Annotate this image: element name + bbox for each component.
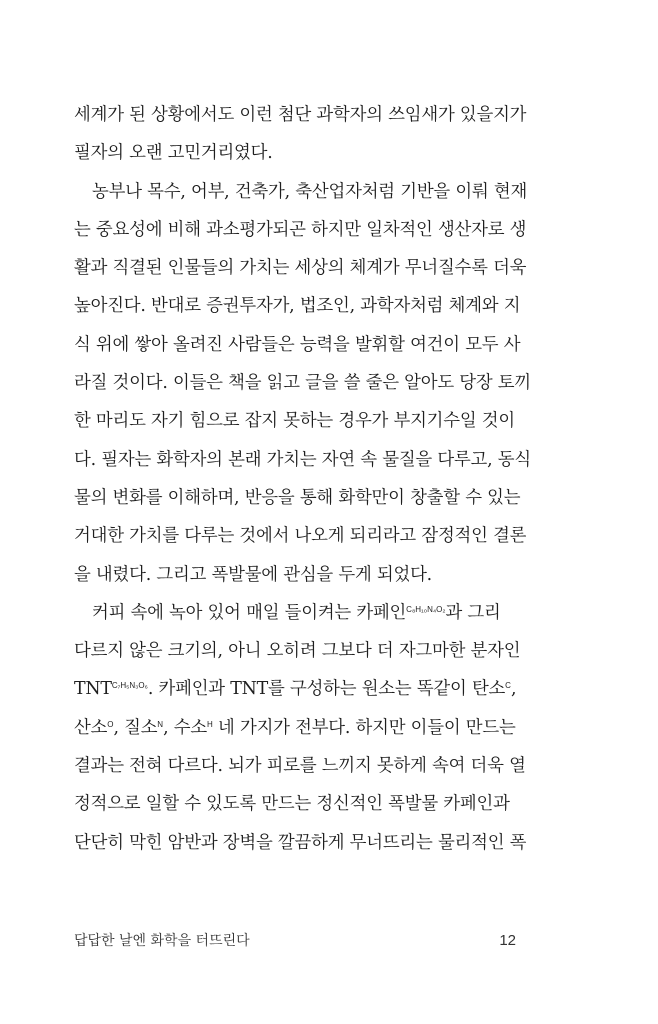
text-line: 활과 직결된 인물들의 가치는 세상의 체계가 무너질수록 더욱 <box>74 258 527 279</box>
text-line: 단단히 막힌 암반과 장벽을 깔끔하게 무너뜨리는 물리적인 폭 <box>74 832 527 853</box>
caffeine-formula: C₈H₁₀N₄O₂ <box>406 604 446 614</box>
text-segment: 커피 속에 녹아 있어 매일 들이켜는 카페인 <box>92 602 407 623</box>
body-text <box>74 96 531 862</box>
paragraph-start-line <box>74 594 514 632</box>
paragraph-start-line: 농부나 목수, 어부, 건축가, 축산업자처럼 기반을 이뤄 현재 <box>92 181 528 202</box>
text-line: 세계가 된 상황에서도 이런 첨단 과학자의 쓰임새가 있을지가 <box>74 105 527 125</box>
text-line: 거대한 가치를 다루는 것에서 나오게 되리라고 잠정적인 결론 <box>74 526 527 547</box>
text-segment: 산소 <box>74 717 108 738</box>
text-line: 정적으로 일할 수 있도록 만드는 정신적인 폭발물 카페인과 <box>74 794 510 815</box>
tnt-formula: C₇H₅N₃O₆ <box>111 681 148 691</box>
text-segment: , 수소 <box>163 717 207 738</box>
text-segment: 과 그리 <box>445 602 501 623</box>
text-line: 한 마리도 자기 힘으로 잡지 못하는 경우가 부지기수일 것이 <box>74 411 516 432</box>
text-segment: , <box>510 679 517 700</box>
page-footer <box>74 930 514 950</box>
text-line: 필자의 오랜 고민거리였다. <box>74 143 273 164</box>
text-line: 물의 변화를 이해하며, 반응을 통해 화학만이 창출할 수 있는 <box>74 487 521 508</box>
carbon-symbol: C <box>505 681 511 691</box>
text-segment: . 카페인과 TNT를 구성하는 원소는 똑같이 탄소 <box>147 679 506 700</box>
oxygen-symbol: O <box>107 719 114 729</box>
text-segment: , 질소 <box>113 717 158 738</box>
text-line: 라질 것이다. 이들은 책을 읽고 글을 쓸 줄은 알아도 당장 토끼 <box>74 373 531 394</box>
running-book-title: 답답한 날엔 화학을 터뜨린다 <box>74 933 250 949</box>
text-line: 높아진다. 반대로 증권투자가, 법조인, 과학자처럼 체계와 지 <box>74 296 521 317</box>
hydrogen-symbol: H <box>206 719 213 729</box>
text-line: 는 중요성에 비해 과소평가되곤 하지만 일차적인 생산자로 생 <box>74 219 527 240</box>
text-segment: TNT <box>74 679 112 700</box>
text-line <box>74 670 517 708</box>
text-line <box>74 709 514 747</box>
text-line: 결과는 전혀 다르다. 뇌가 피로를 느끼지 못하게 속여 더욱 열 <box>74 756 526 777</box>
text-line: 식 위에 쌓아 올려진 사람들은 능력을 발휘할 여건이 모두 사 <box>74 334 521 355</box>
text-line: 다르지 않은 크기의, 아니 오히려 그보다 더 자그마한 분자인 <box>74 641 521 662</box>
text-line: 을 내렸다. 그리고 폭발물에 관심을 두게 되었다. <box>74 564 433 585</box>
text-line: 다. 필자는 화학자의 본래 가치는 자연 속 물질을 다루고, 동식 <box>74 449 531 470</box>
text-segment: 네 가지가 전부다. 하지만 이들이 만드는 <box>212 717 516 738</box>
page-number: 12 <box>499 931 516 949</box>
nitrogen-symbol: N <box>157 719 164 729</box>
